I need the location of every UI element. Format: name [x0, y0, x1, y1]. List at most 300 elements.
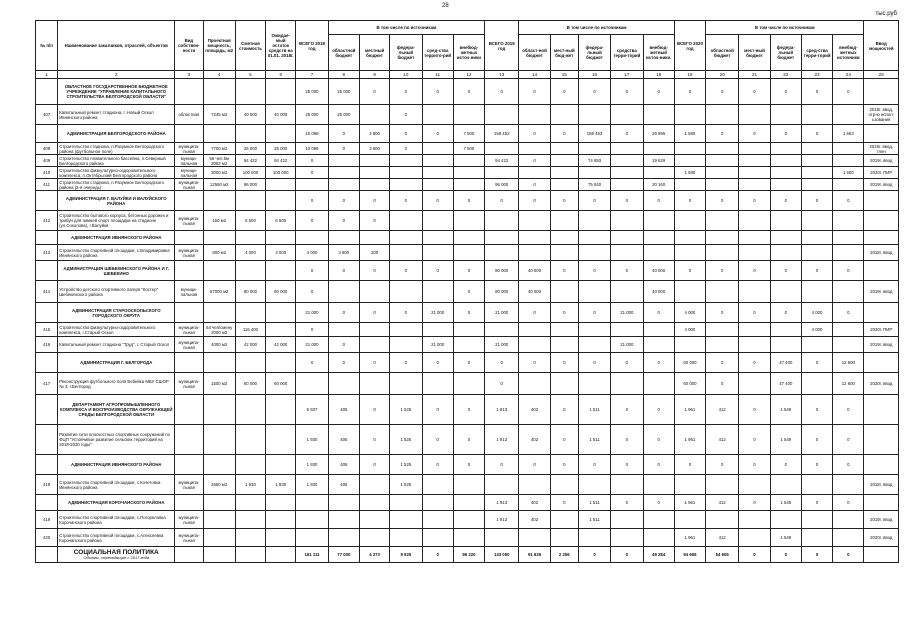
- cell-value: 1 580: [674, 125, 705, 143]
- cell-value: [453, 337, 484, 353]
- cell-value: 0: [674, 191, 705, 211]
- cell-value: [833, 337, 864, 353]
- row-name: [58, 281, 175, 303]
- cell-value: [550, 143, 578, 155]
- cell-value: [266, 303, 296, 323]
- column-number: 13: [485, 71, 519, 79]
- row-name-text: АДМИНИСТРАЦИЯ БЕЛГОРОДСКОГО РАЙОНА: [66, 131, 166, 136]
- cell-value: 1 500: [833, 167, 864, 179]
- investment-table: [35, 20, 899, 563]
- row-number: [36, 353, 58, 373]
- column-number: 21: [739, 71, 770, 79]
- cell-value: [739, 105, 770, 125]
- cell-value: 1 525: [390, 395, 422, 425]
- cell-value: муниципа-льная: [175, 323, 203, 337]
- cell-value: 0: [453, 353, 484, 373]
- cell-value: 96 000: [235, 179, 265, 191]
- cell-value: 3 600: [359, 143, 389, 155]
- cell-value: 0: [739, 79, 770, 105]
- row-name-text: Строительство плавательного бассейна, п.Северный Белгородского района: [59, 155, 166, 166]
- cell-value: 100 000: [266, 167, 296, 179]
- cell-value: [801, 143, 832, 155]
- cell-value: 405: [328, 455, 359, 475]
- cell-value: 21 000: [485, 303, 519, 323]
- cell-value: 0: [643, 353, 674, 373]
- cell-value: 0: [706, 455, 739, 475]
- cell-value: [296, 231, 328, 245]
- cell-value: 20 160: [643, 179, 674, 191]
- cell-value: [550, 211, 578, 231]
- cell-value: 0: [390, 261, 422, 281]
- row-name: [58, 261, 175, 281]
- cell-value: 0: [296, 281, 328, 303]
- cell-value: 0: [833, 495, 864, 511]
- cell-value: [864, 495, 899, 511]
- row-number: [36, 495, 58, 511]
- cell-value: 74 893: [578, 155, 610, 167]
- row-name: [58, 105, 175, 125]
- cell-value: 0: [519, 155, 550, 167]
- column-number: 1: [36, 71, 58, 79]
- cell-value: 40 000: [643, 261, 674, 281]
- cell-value: 0: [706, 125, 739, 143]
- cell-value: [643, 167, 674, 179]
- cell-value: 0: [706, 373, 739, 395]
- cell-value: 0: [453, 79, 484, 105]
- cell-value: [611, 179, 643, 191]
- cell-value: 26 995: [643, 125, 674, 143]
- cell-value: [235, 529, 265, 547]
- row-name-text: Капитальный ремонт стадиона, г. Новый Оскол Ивнянского района: [59, 109, 154, 120]
- cell-value: 67000 м2: [203, 281, 235, 303]
- cell-value: [519, 105, 550, 125]
- cell-value: 200: [359, 245, 389, 261]
- cell-value: 0: [706, 303, 739, 323]
- cell-value: [833, 231, 864, 245]
- cell-value: [485, 167, 519, 179]
- column-number: 14: [519, 71, 550, 79]
- cell-value: 0: [390, 125, 422, 143]
- cell-value: [266, 191, 296, 211]
- cell-value: [578, 373, 610, 395]
- cell-value: [833, 211, 864, 231]
- cell-value: [359, 179, 389, 191]
- cell-value: [175, 425, 203, 455]
- table-row: [36, 425, 899, 455]
- cell-value: 0: [801, 547, 832, 563]
- cell-value: 0: [643, 455, 674, 475]
- cell-value: 1 663: [833, 125, 864, 143]
- cell-value: [770, 155, 801, 167]
- col-header-cost: Сметная стоимость: [235, 21, 265, 71]
- cell-value: 4 000: [235, 245, 265, 261]
- cell-value: [453, 155, 484, 167]
- cell-value: [453, 373, 484, 395]
- row-name-text: Развитие сети плоскостных спортивных сооружений по ФЦП "Устойчивое развитие сельских территорий на 2018-2020 годы": [59, 432, 170, 447]
- cell-value: [864, 353, 899, 373]
- cell-value: областная: [175, 105, 203, 125]
- row-name: [58, 143, 175, 155]
- cell-value: 0: [611, 353, 643, 373]
- cell-value: [235, 455, 265, 475]
- cell-value: 12 600: [833, 373, 864, 395]
- cell-value: 402: [519, 495, 550, 511]
- cell-value: [674, 155, 705, 167]
- cell-value: [203, 191, 235, 211]
- cell-value: [328, 179, 359, 191]
- cell-value: 0: [422, 261, 453, 281]
- cell-value: 0: [550, 261, 578, 281]
- column-number: 17: [611, 71, 643, 79]
- cell-value: 0: [550, 425, 578, 455]
- row-number: [36, 303, 58, 323]
- row-name: [58, 211, 175, 231]
- cell-value: [706, 475, 739, 495]
- cell-value: 0: [359, 211, 389, 231]
- cell-value: [770, 167, 801, 179]
- cell-value: [801, 231, 832, 245]
- cell-value: [390, 155, 422, 167]
- col-header-src: федера-льный бюджет: [390, 35, 422, 71]
- cell-value: 412: [706, 395, 739, 425]
- cell-value: [739, 281, 770, 303]
- cell-value: [864, 125, 899, 143]
- cell-value: 0: [390, 303, 422, 323]
- cell-value: 0: [422, 425, 453, 455]
- cell-value: 0: [422, 395, 453, 425]
- col-header-num: № п/п: [36, 21, 58, 71]
- col-header-src: федера-льный бюджет: [578, 35, 610, 71]
- cell-value: 25 000: [266, 143, 296, 155]
- cell-value: 94 422: [266, 155, 296, 167]
- cell-value: 0: [611, 191, 643, 211]
- table-row: [36, 373, 899, 395]
- column-number: 18: [643, 71, 674, 79]
- cell-value: [550, 155, 578, 167]
- cell-value: муници-пальная: [175, 281, 203, 303]
- cell-value: [203, 79, 235, 105]
- cell-value: [422, 323, 453, 337]
- row-name-text: Строительство стадиона, п.Разумное Белгородского района (2-я очередь): [59, 179, 165, 190]
- col-header-expected: Ожидае-мый остаток средств на 01.01. 2018г.: [266, 21, 296, 71]
- cell-value: [611, 475, 643, 495]
- cell-value: 0: [359, 395, 389, 425]
- row-name-text: ДЕПАРТАМЕНТ АГРОПРОМЫШЛЕННОГО КОМПЛЕКСА И ВОСПРОИЗВОДСТВА ОКРУЖАЮЩЕЙ СРЕДЫ БЕЛГОРОДСКОЙ ОБЛАСТИ: [60, 402, 173, 417]
- cell-value: [674, 105, 705, 125]
- cell-value: 0: [550, 191, 578, 211]
- cell-value: 0: [550, 455, 578, 475]
- row-name-text: Строительство спортивной площадки, с.Кочетовка Ивнянского района: [59, 479, 161, 490]
- row-name-text: Капитальный ремонт стадиона "Труд", г. Старый Оскол: [59, 342, 170, 347]
- cell-value: 60 000: [235, 373, 265, 395]
- cell-value: [235, 353, 265, 373]
- cell-value: 1 930: [296, 475, 328, 495]
- cell-value: [328, 373, 359, 395]
- cell-value: [706, 337, 739, 353]
- cell-value: 0: [706, 191, 739, 211]
- cell-value: [578, 337, 610, 353]
- cell-value: [390, 337, 422, 353]
- table-row: [36, 211, 899, 231]
- cell-value: 0: [770, 79, 801, 105]
- cell-value: [611, 211, 643, 231]
- cell-value: 2 800: [359, 125, 389, 143]
- cell-value: 0: [422, 547, 453, 563]
- cell-value: [359, 155, 389, 167]
- cell-value: [739, 143, 770, 155]
- cell-value: 0: [739, 353, 770, 373]
- cell-value: [519, 211, 550, 231]
- cell-value: [390, 323, 422, 337]
- cell-value: 1 930: [296, 425, 328, 455]
- cell-value: [203, 495, 235, 511]
- cell-value: [485, 323, 519, 337]
- cell-value: 2018г. ввод, отр-ю испол-ьзования: [864, 105, 899, 125]
- row-name: [58, 353, 175, 373]
- cell-value: [739, 511, 770, 529]
- cell-value: муниципа-льная: [175, 337, 203, 353]
- cell-value: 1 930: [235, 475, 265, 495]
- column-number: 7: [296, 71, 328, 79]
- cell-value: 7245 м2: [203, 105, 235, 125]
- cell-value: [390, 231, 422, 245]
- cell-value: [706, 167, 739, 179]
- cell-value: [422, 245, 453, 261]
- cell-value: [328, 495, 359, 511]
- table-row: [36, 337, 899, 353]
- cell-value: 1500 м2: [203, 373, 235, 395]
- section-row: [36, 495, 899, 511]
- row-number: 409: [36, 155, 58, 167]
- cell-value: [833, 105, 864, 125]
- cell-value: [801, 105, 832, 125]
- cell-value: 3000 м2: [203, 167, 235, 179]
- cell-value: [611, 529, 643, 547]
- cell-value: 0: [485, 353, 519, 373]
- cell-value: 21 000: [296, 337, 328, 353]
- cell-value: [266, 425, 296, 455]
- cell-value: [328, 323, 359, 337]
- cell-value: 0: [739, 303, 770, 323]
- col-header-src: внебюд-жетных источники: [833, 35, 864, 71]
- cell-value: [453, 245, 484, 261]
- cell-value: 60 000: [266, 373, 296, 395]
- cell-value: [390, 211, 422, 231]
- row-number: [36, 425, 58, 455]
- cell-value: [453, 323, 484, 337]
- cell-value: [453, 529, 484, 547]
- cell-value: [235, 231, 265, 245]
- row-number: 415: [36, 323, 58, 337]
- cell-value: 0: [770, 303, 801, 323]
- cell-value: 1 580: [674, 167, 705, 179]
- cell-value: [674, 143, 705, 155]
- cell-value: 0: [328, 125, 359, 143]
- cell-value: [864, 547, 899, 563]
- cell-value: 4 000: [674, 303, 705, 323]
- cell-value: [550, 323, 578, 337]
- cell-value: муниципа-льная: [175, 211, 203, 231]
- cell-value: 80 000: [235, 281, 265, 303]
- cell-value: 64 чел/смену 2000 м2: [203, 323, 235, 337]
- cell-value: 0: [519, 353, 550, 373]
- column-number: 22: [770, 71, 801, 79]
- cell-value: 40 000: [519, 261, 550, 281]
- row-name-text: Строительство физкультурно-оздоровительного комплекса, г.Старый Оскол: [59, 324, 156, 335]
- col-header-src: внебюд-жетный источ-ники.: [643, 35, 674, 71]
- cell-value: [519, 373, 550, 395]
- cell-value: [611, 373, 643, 395]
- col-header-src: мест-ный бюджет: [739, 35, 770, 71]
- cell-value: [519, 337, 550, 353]
- cell-value: [864, 425, 899, 455]
- cell-value: 0: [296, 211, 328, 231]
- cell-value: [550, 281, 578, 303]
- cell-value: 4 000: [296, 245, 328, 261]
- cell-value: 80 000: [485, 281, 519, 303]
- cell-value: муниципа-льная: [175, 143, 203, 155]
- col-header-src: сред-ства террито-рий: [422, 35, 453, 71]
- cell-value: 21 000: [611, 337, 643, 353]
- row-name: [58, 547, 175, 563]
- cell-value: [296, 529, 328, 547]
- cell-value: муници-пальная: [175, 167, 203, 179]
- cell-value: 0: [611, 261, 643, 281]
- section-row: [36, 125, 899, 143]
- cell-value: 21 000: [485, 337, 519, 353]
- cell-value: [203, 511, 235, 529]
- cell-value: [390, 179, 422, 191]
- row-name: [58, 323, 175, 337]
- cell-value: [328, 281, 359, 303]
- row-name-text: АДМИНИСТРАЦИЯ СТАРООСКОЛЬСКОГО ГОРОДСКОГО ОКРУГА: [71, 307, 161, 318]
- section-row: [36, 303, 899, 323]
- cell-value: [550, 373, 578, 395]
- cell-value: [611, 231, 643, 245]
- cell-value: 4 000: [266, 245, 296, 261]
- cell-value: 0: [801, 261, 832, 281]
- cell-value: 2020г. ввод: [864, 529, 899, 547]
- cell-value: 116 400: [235, 323, 265, 337]
- cell-value: 0: [578, 303, 610, 323]
- cell-value: 0: [739, 547, 770, 563]
- column-number: 20: [706, 71, 739, 79]
- cell-value: [643, 143, 674, 155]
- cell-value: 0: [833, 547, 864, 563]
- cell-value: [453, 231, 484, 245]
- cell-value: [674, 179, 705, 191]
- cell-value: 158 453: [578, 125, 610, 143]
- cell-value: 0: [801, 495, 832, 511]
- cell-value: [390, 373, 422, 395]
- total-row: [36, 547, 899, 563]
- cell-value: 0: [739, 495, 770, 511]
- cell-value: 158 452: [485, 125, 519, 143]
- cell-value: [550, 179, 578, 191]
- cell-value: 1 930: [266, 475, 296, 495]
- cell-value: [770, 245, 801, 261]
- cell-value: [235, 125, 265, 143]
- cell-value: [359, 105, 389, 125]
- column-number-row: [36, 71, 899, 79]
- cell-value: 0: [801, 395, 832, 425]
- cell-value: [611, 143, 643, 155]
- cell-value: муниципа-льная: [175, 511, 203, 529]
- section-row: [36, 79, 899, 105]
- cell-value: 1 511: [578, 495, 610, 511]
- column-number: 12: [453, 71, 484, 79]
- cell-value: 47 400: [770, 353, 801, 373]
- cell-value: 2019г. ввод: [864, 155, 899, 167]
- cell-value: 0: [485, 191, 519, 211]
- cell-value: [550, 475, 578, 495]
- cell-value: [864, 191, 899, 211]
- column-number: 10: [390, 71, 422, 79]
- cell-value: 0: [833, 261, 864, 281]
- cell-value: 0: [611, 395, 643, 425]
- table-row: [36, 179, 899, 191]
- cell-value: 4 000: [801, 303, 832, 323]
- cell-value: 49 284: [643, 547, 674, 563]
- cell-value: 21 000: [296, 303, 328, 323]
- cell-value: 1 525: [390, 475, 422, 495]
- table-row: [36, 475, 899, 495]
- cell-value: 25 000: [296, 79, 328, 105]
- cell-value: 0: [833, 191, 864, 211]
- col-group-2018: В том числе по источникам: [328, 21, 484, 35]
- cell-value: 412: [706, 425, 739, 455]
- cell-value: [674, 337, 705, 353]
- cell-value: [390, 511, 422, 529]
- cell-value: [739, 179, 770, 191]
- row-name: [58, 231, 175, 245]
- cell-value: 94 422: [485, 155, 519, 167]
- cell-value: [801, 529, 832, 547]
- cell-value: [422, 211, 453, 231]
- cell-value: 4 000: [674, 323, 705, 337]
- cell-value: [643, 211, 674, 231]
- cell-value: [578, 529, 610, 547]
- row-name: [58, 79, 175, 105]
- cell-value: [674, 281, 705, 303]
- cell-value: [453, 511, 484, 529]
- cell-value: 2650 м2: [203, 475, 235, 495]
- column-number: 19: [674, 71, 705, 79]
- cell-value: [833, 155, 864, 167]
- cell-value: 0: [422, 455, 453, 475]
- cell-value: 0: [801, 353, 832, 373]
- col-group-2020: В том числе по источникам: [706, 21, 864, 35]
- cell-value: 0: [739, 191, 770, 211]
- total-subtitle: Объемы, переходящие с 2017 года: [83, 554, 150, 560]
- cell-value: 0: [359, 425, 389, 455]
- cell-value: 2020г. ПИР: [864, 167, 899, 179]
- cell-value: [519, 245, 550, 261]
- cell-value: 0: [359, 79, 389, 105]
- cell-value: 0: [359, 455, 389, 475]
- cell-value: 1 930: [296, 455, 328, 475]
- cell-value: 0: [611, 455, 643, 475]
- cell-value: 2019г. ввод: [864, 511, 899, 529]
- cell-value: 0: [611, 79, 643, 105]
- table-row: [36, 143, 899, 155]
- cell-value: 2 256: [550, 547, 578, 563]
- row-number: [36, 395, 58, 425]
- table-row: [36, 245, 899, 261]
- cell-value: [801, 281, 832, 303]
- cell-value: [578, 211, 610, 231]
- cell-value: [266, 231, 296, 245]
